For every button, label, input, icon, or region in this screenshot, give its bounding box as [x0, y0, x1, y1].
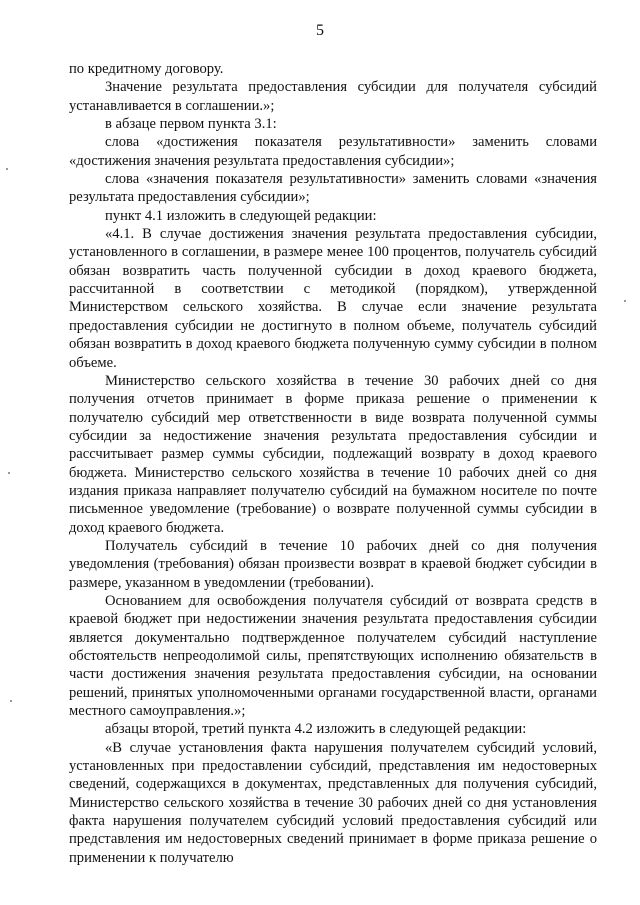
document-body — [69, 60, 597, 867]
paragraph: слова «достижения показателя результативности» заменить словами «достижения значения результата предоставления субсидии»; — [69, 134, 597, 169]
scan-speck — [8, 472, 10, 474]
paragraph: Основанием для освобождения получателя субсидий от возврата средств в краевой бюджет при недостижении значения результата предоставления субсидии является документально подтвержденное получателем субсидий наступление обстоятельств непреодолимой силы, препятствующих исполнению обязательств в части достижения значения результата предоставления субсидии, на основании решений, принятых уполномоченными органами государственной власти, органами местного самоуправления.»; — [69, 592, 597, 720]
paragraph: «В случае установления факта нарушения получателем субсидий условий, установленных при предоставлении субсидий, представления им недостоверных сведений, содержащихся в документах, представленных для получения субсидий, Министерство сельского хозяйства в течение 30 рабочих дней со дня установления факта нарушения получателем субсидий условий предоставления субсидий или представления им недостоверных сведений принимает в форме приказа решение о применении к получателю — [69, 739, 597, 866]
paragraph: пункт 4.1 изложить в следующей редакции: — [105, 207, 377, 224]
scan-speck — [10, 700, 12, 702]
page-number: 5 — [316, 22, 324, 39]
paragraph: слова «значения показателя результативности» заменить словами «значения результата предоставления субсидии»; — [69, 171, 597, 206]
paragraph: абзацы второй, третий пункта 4.2 изложить в следующей редакции: — [105, 721, 527, 738]
paragraph: в абзаце первом пункта 3.1: — [105, 116, 277, 133]
paragraph: Значение результата предоставления субсидии для получателя субсидий устанавливается в соглашении.»; — [69, 79, 597, 114]
scan-speck — [624, 300, 626, 302]
paragraph: Министерство сельского хозяйства в течение 30 рабочих дней со дня получения отчетов принимает в форме приказа решение о применении к получателю субсидий мер ответственности в виде возврата полученной суммы субсидии за недостижение значения результата предоставления субсидии и рассчитывает размер суммы субсидии, подлежащий возврату в доход краевого бюджета. Министерство сельского хозяйства в течение 10 рабочих дней со дня издания приказа направляет получателю субсидий на бумажном носителе по почте письменное уведомление (требование) о возврате полученной суммы субсидии в доход краевого бюджета. — [69, 372, 597, 536]
paragraph: Получатель субсидий в течение 10 рабочих дней со дня получения уведомления (требования) обязан произвести возврат в краевой бюджет субсидии в размере, указанном в уведомлении (требовании). — [69, 537, 597, 591]
paragraph: по кредитному договору. — [69, 61, 224, 77]
paragraph: «4.1. В случае достижения значения результата предоставления субсидии, установленного в соглашении, в размере менее 100 процентов, получатель субсидий обязан возвратить часть полученной субсидии в доход краевого бюджета, рассчитанной в соответствии с методикой (порядком), утвержденной Министерством сельского хозяйства. В случае если значение результата предоставления субсидии не достигнуто в полном объеме, получатель субсидий обязан возвратить в доход краевого бюджета полученную сумму субсидии в полном объеме. — [69, 226, 597, 371]
scan-speck — [6, 168, 8, 170]
